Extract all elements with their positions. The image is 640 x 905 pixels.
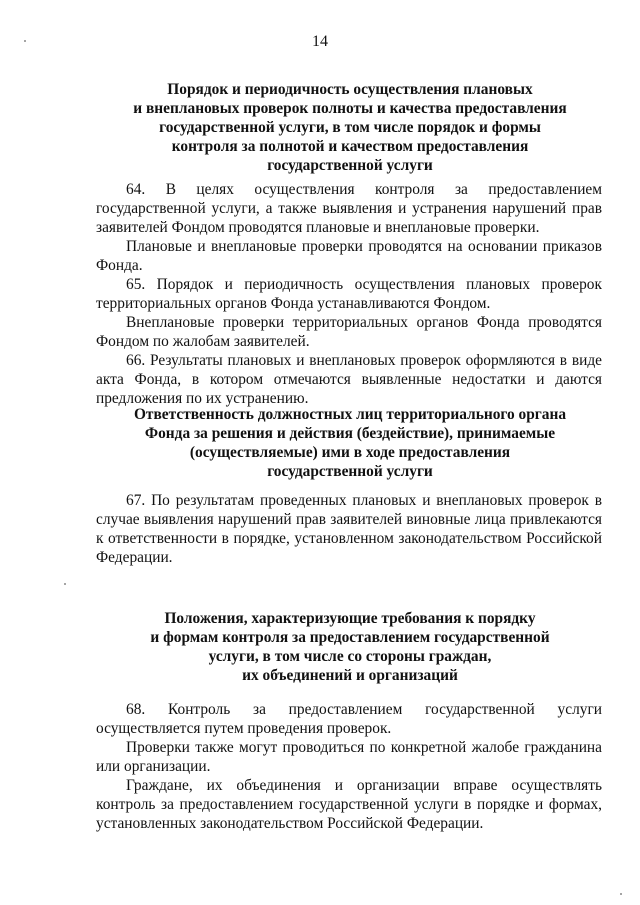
- paragraph-64-orders: Плановые и внеплановые проверки проводятся на основании приказов Фонда.: [96, 238, 602, 274]
- paragraph-68-citizens: Граждане, их объединения и организации вправе осуществлять контроль за предоставлением государственной услуги в порядке и формах, установленных законодательством Российской Федерации.: [96, 777, 602, 832]
- section-body-responsibility: [96, 491, 602, 567]
- section-body-control-requirements: [96, 700, 602, 833]
- paragraph-65: 65. Порядок и периодичность осуществления плановых проверок территориальных органов Фонда устанавливаются Фондом.: [96, 276, 602, 312]
- paragraph-66: 66. Результаты плановых и внеплановых проверок оформляются в виде акта Фонда, в котором отмечаются выявленные недостатки и даются предложения по их устранению.: [96, 352, 602, 407]
- section-heading-control-requirements: [96, 609, 604, 685]
- scan-speck: [64, 583, 66, 585]
- heading-line: Порядок и периодичность осуществления плановых: [167, 81, 533, 98]
- heading-line: государственной услуги: [267, 463, 433, 480]
- scan-speck: [620, 893, 622, 895]
- heading-line: Фонда за решения и действия (бездействие), принимаемые: [144, 425, 556, 442]
- heading-line: услуги, в том числе со стороны граждан,: [208, 648, 492, 665]
- heading-line: контроля за полнотой и качеством предоставления: [171, 138, 529, 155]
- paragraph-68: 68. Контроль за предоставлением государственной услуги осуществляется путем проведения проверок.: [96, 701, 602, 737]
- page-number: 14: [312, 33, 328, 50]
- heading-line: государственной услуги, в том числе порядок и формы: [159, 119, 541, 136]
- paragraph-67: 67. По результатам проведенных плановых и внеплановых проверок в случае выявления нарушений прав заявителей виновные лица привлекаются к ответственности в порядке, установленном законодательством Российской Федерации.: [96, 492, 602, 566]
- heading-line: и формам контроля за предоставлением государственной: [150, 629, 550, 646]
- paragraph-68-complaint: Проверки также могут проводиться по конкретной жалобе гражданина или организации.: [96, 739, 602, 775]
- section-body-inspections: [96, 180, 602, 408]
- heading-line: их объединений и организаций: [242, 667, 458, 684]
- heading-line: Положения, характеризующие требования к порядку: [164, 610, 536, 627]
- section-heading-inspections: [96, 80, 604, 175]
- heading-line: (осуществляемые) ими в ходе предоставления: [189, 444, 511, 461]
- paragraph-65-unscheduled: Внеплановые проверки территориальных органов Фонда проводятся Фондом по жалобам заявителей.: [96, 314, 602, 350]
- heading-line: и внеплановых проверок полноты и качества предоставления: [133, 100, 567, 117]
- heading-line: Ответственность должностных лиц территориального органа: [133, 406, 567, 423]
- scan-speck: [24, 40, 26, 42]
- section-heading-responsibility: [96, 405, 604, 481]
- heading-line: государственной услуги: [267, 157, 433, 174]
- paragraph-64: 64. В целях осуществления контроля за предоставлением государственной услуги, а также выявления и устранения нарушений прав заявителей Фондом проводятся плановые и внеплановые проверки.: [96, 181, 602, 236]
